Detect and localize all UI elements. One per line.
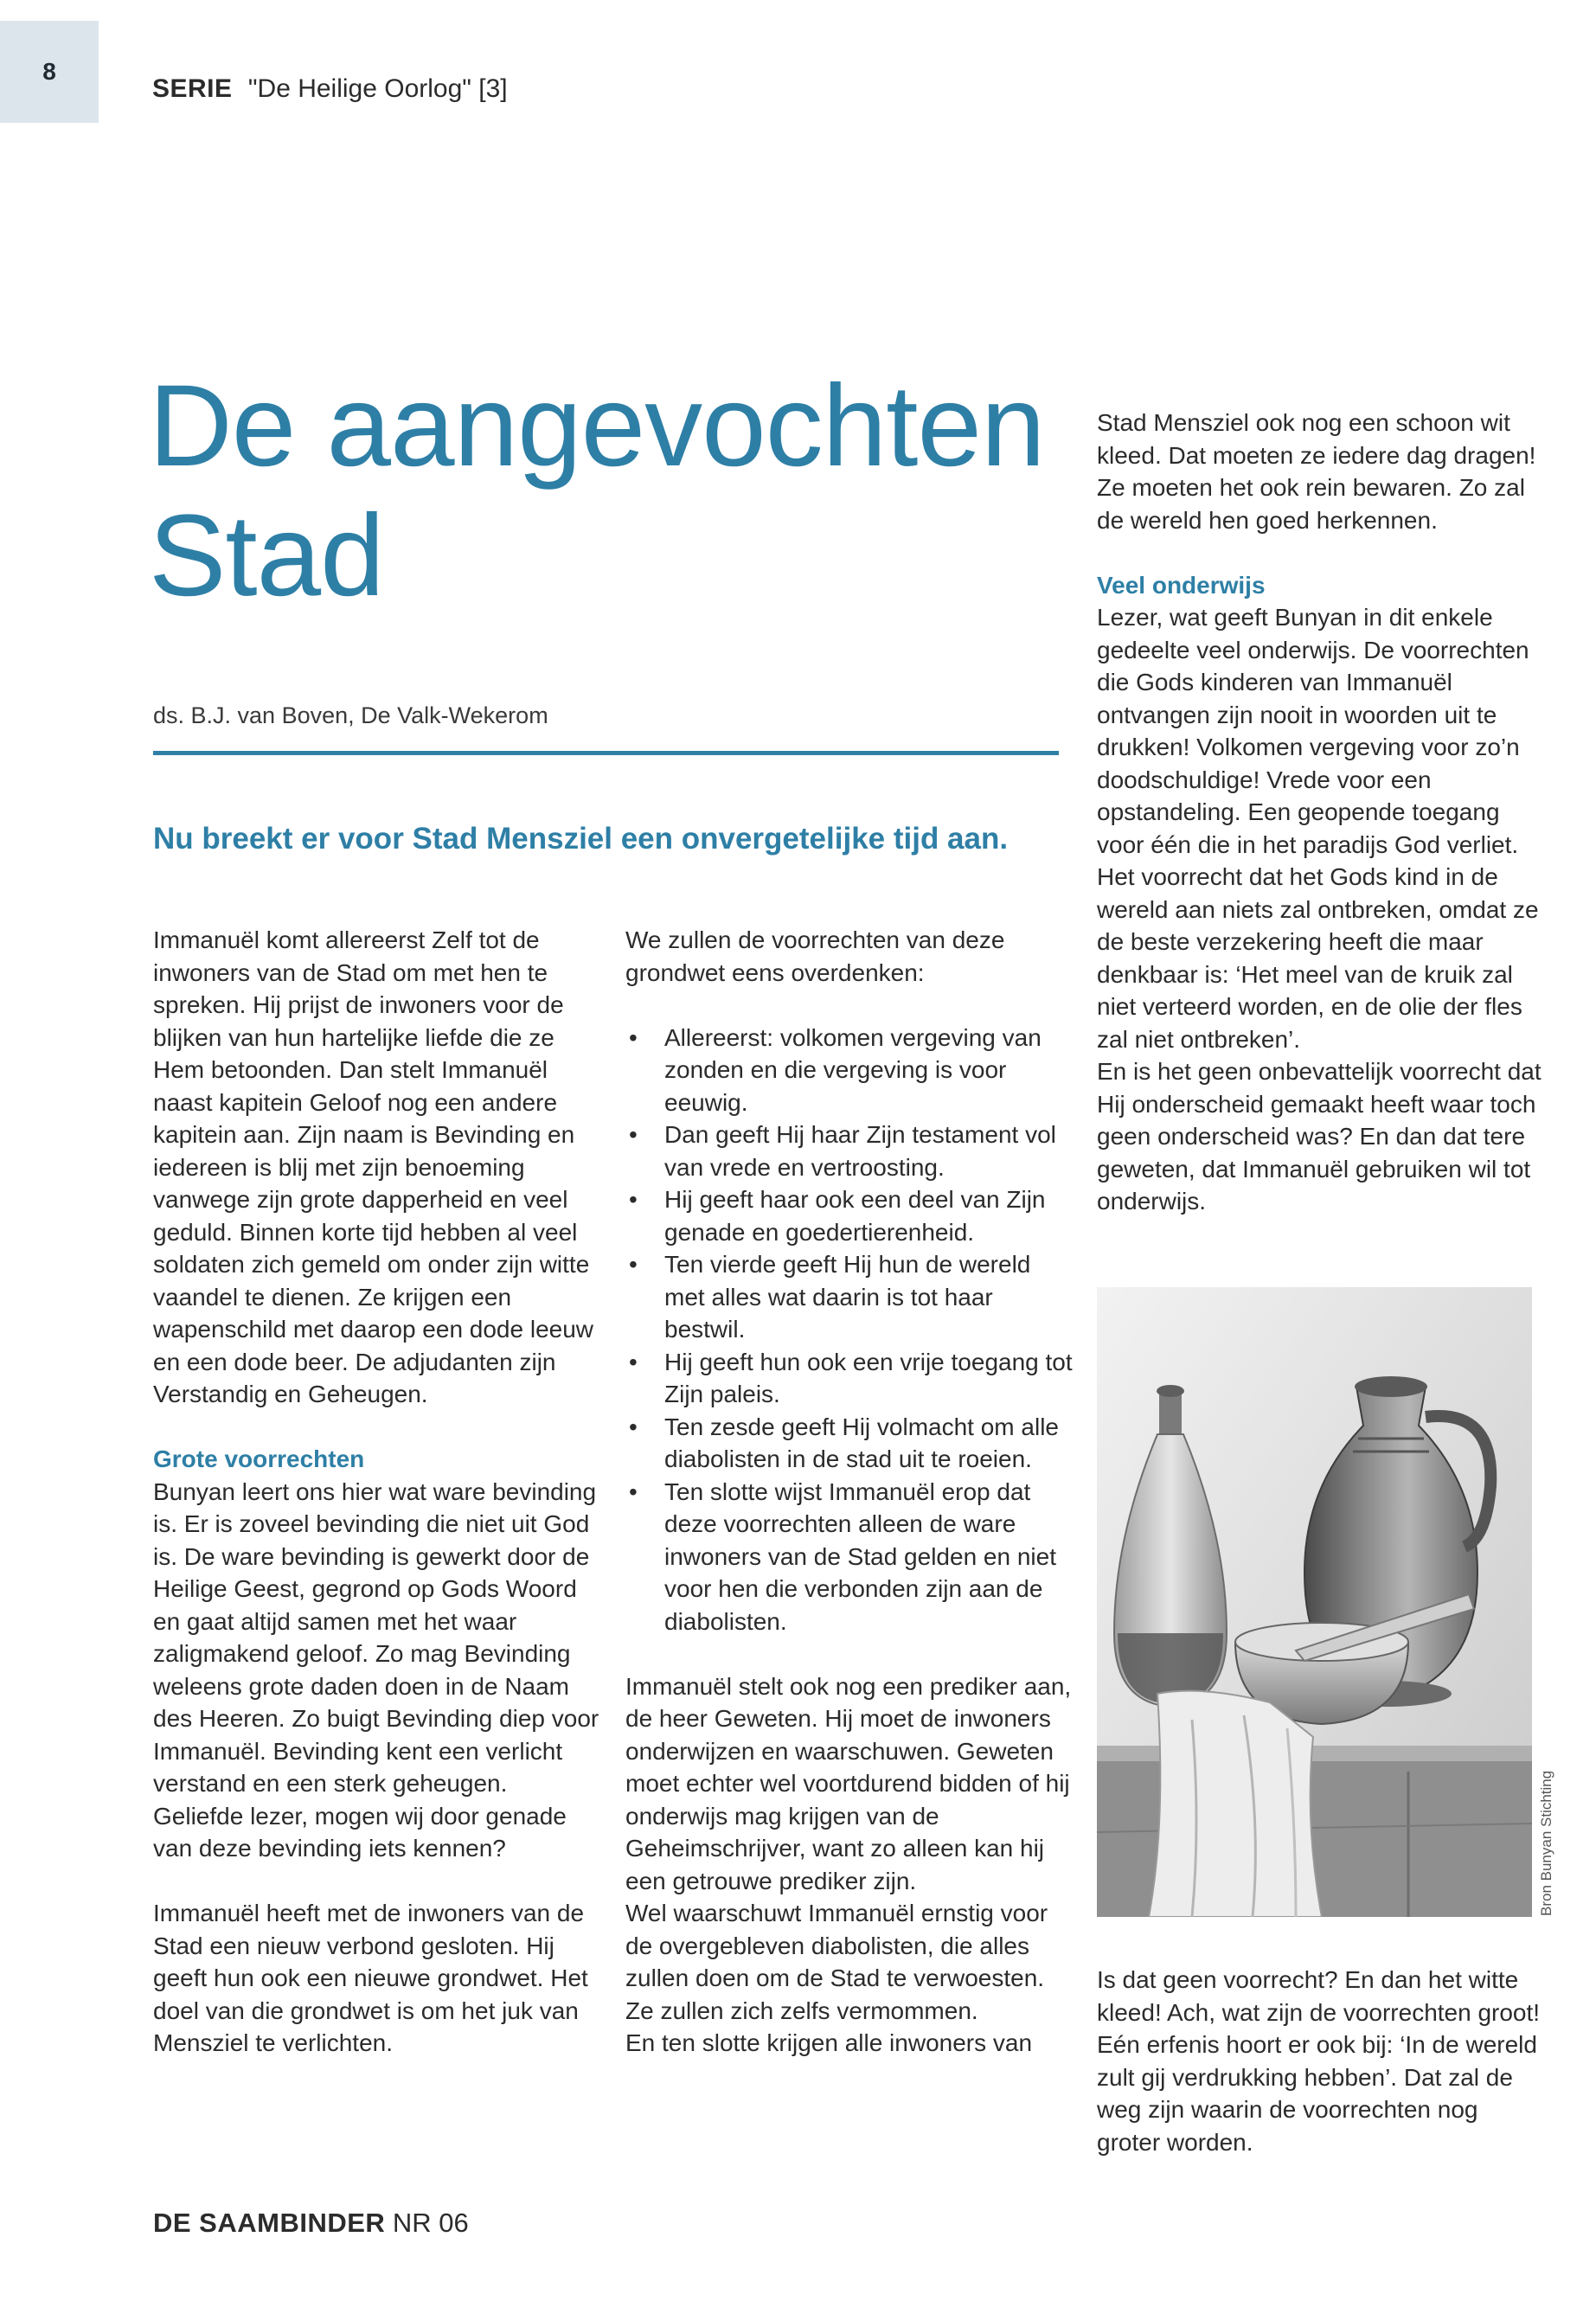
image-credit: Bron Bunyan Stichting (1538, 1770, 1554, 1916)
body-paragraph: Lezer, wat geeft Bunyan in dit enkele gedeelte veel onderwijs. De voorrechten die Gods kinderen van Immanuël ontvangen zijn nooit in woorden uit te drukken! Volkomen vergeving voor zo’n doodschuldige! Vrede voor een opstandeling. Een geopende toegang voor één die in het paradijs God verliet. Het voorrecht dat het Gods kind in de wereld aan niets zal ontbreken, omdat ze de beste verzekering heeft die maar denkbaar is: ‘Het meel van de kruik zal niet verteerd worden, en de olie der fles zal niet ontbreken’. (1097, 604, 1539, 1053)
publication-name: DE SAAMBINDER (153, 2208, 386, 2238)
body-paragraph: Stad Mensziel ook nog een schoon wit kleed. Dat moeten ze iedere dag dragen! Ze moeten het ook rein bewaren. Zo zal de wereld hen goed herkennen. (1097, 409, 1536, 534)
bullet-icon: • (629, 1413, 638, 1440)
body-paragraph: Immanuël heeft met de inwoners van de Stad een nieuw verbond gesloten. Hij geeft hun ook een nieuwe grondwet. Het doel van die grondwet is om het juk van Mensziel te verlichten. (153, 1900, 588, 2056)
article-title (149, 362, 1083, 621)
list-item: • Ten slotte wijst Immanuël erop dat deze voorrechten alleen de ware inwoners van de Stad gelden en niet voor hen die verbonden zijn aan de diabolisten. (625, 1476, 1075, 1638)
body-paragraph: We zullen de voorrechten van deze grondwet eens overdenken: (625, 926, 1005, 986)
bullet-icon: • (629, 1121, 638, 1148)
body-paragraph: En is het geen onbevattelijk voorrecht dat Hij onderscheid gemaakt heeft waar toch geen onderscheid was? En dan dat tere geweten, dat Immanuël gebruiken wil tot onderwijs. (1097, 1058, 1542, 1215)
series-title: "De Heilige Oorlog" [3] (247, 74, 508, 103)
bullet-icon: • (629, 1251, 638, 1278)
publication-footer (153, 2208, 469, 2239)
list-item: • Ten vierde geeft Hij hun de wereld met alles wat daarin is tot haar bestwil. (625, 1248, 1075, 1346)
bullet-icon: • (629, 1023, 638, 1051)
body-paragraph: En ten slotte krijgen alle inwoners van (625, 2029, 1033, 2056)
bullet-icon: • (629, 1186, 638, 1213)
issue-number: NR 06 (392, 2208, 469, 2238)
privileges-list (625, 1022, 1075, 1638)
page-number: 8 (42, 58, 56, 85)
title-line-2: Stad (149, 491, 384, 620)
column-1 (153, 924, 603, 2060)
body-paragraph: Wel waarschuwt Immanuël ernstig voor de overgebleven diabolisten, die alles zullen doen om de Stad te verwoesten. Ze zullen zich zelfs vermommen. (625, 1900, 1048, 2024)
body-paragraph: Immanuël komt allereerst Zelf tot de inwoners van de Stad om met hen te spreken. Hij prijst de inwoners voor de blijken van hun hartelijke liefde die ze Hem betoonden. Dan stelt Immanuël naast kapitein Geloof nog een andere kapitein aan. Zijn naam is Bevinding en iedereen is blij met zijn benoeming vanwege zijn grote dapperheid en veel geduld. Binnen korte tijd hebben al veel soldaten zich gemeld om onder zijn witte vaandel te dienen. Ze krijgen een wapenschild met daarop een dode leeuw en een dode beer. De adjudanten zijn Verstandig en Geheugen. (153, 926, 594, 1407)
body-paragraph: Bunyan leert ons hier wat ware bevinding is. Er is zoveel bevinding die niet uit God is. De ware bevinding is gewerkt door de Heilige Geest, gegrond op Gods Woord en gaat altijd samen met het waar zaligmakend geloof. Zo mag Bevinding weleens grote daden doen in de Naam des Heeren. Zo buigt Bevinding diep voor Immanuël. Bevinding kent een verlicht verstand en een sterk geheugen. Geliefde lezer, mogen wij door genade van deze bevinding iets kennen? (153, 1477, 599, 1862)
list-item: • Dan geeft Hij haar Zijn testament vol van vrede en vertroosting. (625, 1118, 1075, 1183)
subheading-veel-onderwijs: Veel onderwijs (1097, 571, 1266, 599)
list-item: • Hij geeft haar ook een deel van Zijn genade en goedertierenheid. (625, 1183, 1075, 1248)
body-paragraph: Immanuël stelt ook nog een prediker aan, de heer Geweten. Hij moet de inwoners onderwijzen en waarschuwen. Geweten moet echter wel voortdurend bidden of hij onderwijs mag krijgen van de Geheimschrijver, want zo alleen kan hij een getrouwe prediker zijn. (625, 1672, 1072, 1894)
bullet-icon: • (629, 1477, 638, 1505)
lead-paragraph: Nu breekt er voor Stad Mensziel een onvergetelijke tijd aan. (153, 822, 1009, 856)
column-3-continuation (1097, 1964, 1547, 2158)
title-line-1: De aangevochten (149, 362, 1045, 490)
author-byline: ds. B.J. van Boven, De Valk-Wekerom (153, 702, 548, 728)
body-paragraph: Is dat geen voorrecht? En dan het witte kleed! Ach, wat zijn de voorrechten groot! Eén erfenis hoort er ook bij: ‘In de wereld zult gij verdrukking hebben’. Dat zal de weg zijn waarin de voorrechten nog groter worden. (1097, 1966, 1541, 2156)
series-header (152, 74, 508, 104)
title-divider (153, 751, 1059, 755)
series-label: SERIE (152, 74, 233, 103)
list-item: • Hij geeft hun ook een vrije toegang tot Zijn paleis. (625, 1346, 1075, 1411)
still-life-illustration (1097, 1287, 1532, 1917)
column-2 (625, 924, 1075, 2060)
list-item: • Ten zesde geeft Hij volmacht om alle diabolisten in de stad uit te roeien. (625, 1411, 1075, 1476)
column-3 (1097, 407, 1547, 1218)
subheading-grote-voorrechten: Grote voorrechten (153, 1445, 365, 1472)
page-number-tab (0, 21, 99, 123)
list-item: • Allereerst: volkomen vergeving van zonden en die vergeving is voor eeuwig. (625, 1022, 1075, 1119)
bullet-icon: • (629, 1348, 638, 1375)
